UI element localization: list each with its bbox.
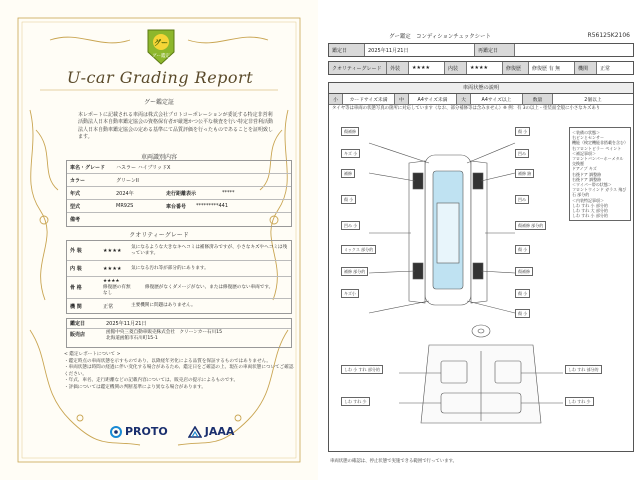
quality-row-frame — [67, 277, 291, 299]
svg-text:グー鑑定: グー鑑定 — [152, 54, 170, 59]
vehicle-model-value: MR92S — [116, 203, 134, 209]
vehicle-color-value: グリーンII — [116, 177, 139, 184]
grade-exterior-label: 外装 — [387, 62, 409, 74]
interior-callout: しわ 小 すれ 部分的 — [341, 365, 383, 374]
vehicle-chassis-label: 車台番号 — [166, 203, 187, 210]
interior-callout: しわ すれ 少 — [341, 397, 370, 406]
damage-callout: 傷 小 — [515, 127, 530, 136]
condition-check-sheet — [320, 0, 640, 480]
vehicle-section-title: 車両識別内容 — [140, 154, 177, 161]
vehicle-year-value: 2024年 — [116, 190, 134, 197]
proto-mark-icon — [110, 426, 122, 438]
shop-name: 函館中央三菱自動車販売株式会社 クリーンカー石川15 — [106, 330, 223, 335]
interior-callout: しわ すれ 少 — [565, 397, 594, 406]
damage-callout: キズ 小 — [341, 149, 360, 158]
quality-stars: ★★★★ — [103, 265, 122, 272]
interior-callout: しわ すれ 部分的 — [565, 365, 602, 374]
damage-callout: キズ小 — [341, 289, 359, 298]
quality-row-engine — [67, 299, 291, 313]
quality-label: 外 装 — [70, 248, 82, 254]
repair-history-value: なし — [103, 290, 113, 296]
damage-callout: 補修 跡 — [515, 169, 534, 178]
shop-address: 北海道函館市石川町15-1 — [106, 336, 158, 341]
grade-engine-value: 正常 — [600, 65, 611, 72]
vehicle-year-label: 年式 — [70, 190, 81, 197]
vehicle-model-label: 型式 — [70, 203, 81, 210]
appraisal-date-row — [67, 319, 291, 329]
quality-section-title: クオリティーグレード — [129, 232, 189, 239]
sheet-recheck-value — [515, 44, 633, 56]
vehicle-name-row — [67, 161, 291, 174]
note-item: ・鑑定時点の車両状態を示すものであり、以降経年劣化による品質を保証するものではありません。 — [64, 358, 271, 364]
grade-interior-stars: ★★★★ — [467, 62, 503, 74]
certificate-title: U-car Grading Report — [66, 68, 254, 87]
quality-label: 内 装 — [70, 266, 82, 272]
size-legend: 小 カードサイズ未満 中 A4サイズ未満 大 A4サイズ以上 数量 2個以上 — [329, 94, 633, 105]
sheet-date-value: 2025年11月21日 — [365, 44, 475, 56]
certificate-intro: 本レポートに記載される車両は株式会社プロトコーポレーションが委託する特定非営利活動法人日本自動車鑑定協会の資格保有者が厳選かつ公平な検査を行い特定非営利活動法人日本自動車鑑定協会の定める基準にて品質評価を行ったものであることを証明致します。 — [78, 112, 274, 141]
appraisal-date-label: 鑑定日 — [70, 321, 86, 327]
sheet-date-label: 鑑定日 — [329, 44, 365, 56]
note-item: ・評価については鑑定機関の判断基準により異なる場合があります。 — [64, 384, 206, 390]
quality-label: 骨 格 — [70, 285, 82, 291]
damage-callout: 凹み — [515, 149, 529, 158]
diagram-title: 車両状態の説明 — [329, 83, 633, 94]
damage-callout: 傷 小 — [515, 289, 530, 298]
appraisal-date-table — [328, 43, 634, 57]
grade-repair-label: 修復歴 — [503, 62, 529, 74]
svg-text:グー: グー — [154, 39, 168, 47]
damage-callout: 傷 小 — [515, 245, 530, 254]
damage-callout: 補修 部分的 — [341, 267, 368, 276]
quality-stars: 正常 — [103, 303, 114, 310]
proto-logo: PROTO — [110, 425, 168, 438]
damage-callout: 凹み — [515, 195, 529, 204]
vehicle-mileage-value: ***** — [222, 190, 235, 196]
vehicle-remarks-row — [67, 213, 291, 226]
quality-desc: 主要機関に問題はありません。 — [131, 303, 196, 308]
logo-row — [110, 425, 234, 438]
damage-callout: 傷補修 部分的 — [515, 221, 546, 230]
diagram-note: タイヤ等は車両の状態写真の箇所に対応しています（なお、部分補修等は含みません）※ 例：有 3の以上・塗装面全般に小さなキズあり — [332, 106, 601, 111]
sheet-recheck-label: 再鑑定日 — [475, 44, 515, 56]
damage-callout: 補修 — [341, 169, 355, 178]
vehicle-name-value: ハスラー ハイブリッドX — [116, 164, 171, 171]
goo-appraisal-badge-icon — [146, 28, 176, 66]
grade-row-label: クオリティーグレード — [329, 62, 387, 74]
quality-row-exterior — [67, 241, 291, 261]
quality-stars: ★★★★ — [103, 247, 122, 254]
shop-label: 販売店 — [70, 332, 86, 338]
grading-certificate — [0, 0, 318, 480]
appraisal-info-table — [66, 318, 292, 348]
equipment-notes-panel: ＜装備の状態＞ 右ピンとセンサー 機能（検定機能非搭載を含む） 右フロントピラー ペイント ＜補記事項＞ フロントバンパーホーメタル 交換歴 ドアノブ キズ 右後ドア 調整跡 右後ドア 調整跡 ＜ワイパー帯の状態＞ フロントウインド ガラス 飛び石 部分的 ＜内装特記事項＞ しわ すれ 小 部分的 しわ すれ 大 部分的 しわ すれ 小 部分的 — [569, 127, 631, 221]
vehicle-color-row — [67, 174, 291, 187]
sheet-title: グー鑑定 コンディションチェックシート — [389, 34, 491, 40]
grade-repair-value: 修復歴 有 無 — [529, 62, 575, 74]
damage-callout: 凹み 小 — [341, 221, 360, 230]
quality-label: 機 関 — [70, 303, 82, 310]
quality-desc: 修復歴がなくダメージがない、または修復歴のない車両です。 — [145, 284, 274, 290]
repair-history-label: 修復歴の有無 — [103, 284, 131, 290]
vehicle-condition-diagram — [328, 82, 634, 452]
vehicle-color-label: カラー — [70, 177, 86, 184]
vehicle-remarks-label: 備考 — [70, 217, 81, 223]
shop-row — [67, 329, 291, 347]
certificate-notes — [64, 352, 296, 392]
grade-engine-label: 機関 — [575, 62, 597, 74]
vehicle-chassis-value: *********441 — [196, 203, 229, 209]
quality-desc: 気になる汚れ等が部分的にあります。 — [131, 265, 209, 271]
jaaa-logo: JAAA — [188, 425, 235, 438]
vehicle-info-table — [66, 160, 292, 227]
damage-callout: 傷補修 — [515, 267, 533, 276]
grade-exterior-stars: ★★★★ — [409, 62, 445, 74]
damage-callout: ミックス 部分的 — [341, 245, 376, 254]
quality-grade-row-table — [328, 61, 634, 75]
quality-desc: 気になるような大きなキヘコミは補修済みですが、小さなキズやヘコミは残っています。 — [131, 244, 288, 256]
note-item: ・年式、車名、走行距離などの記載内容については、販売店の提示によるものです。 — [64, 378, 239, 384]
vehicle-mileage-label: 走行距離表示 — [166, 190, 197, 197]
damage-callout: 傷 小 — [515, 309, 530, 318]
certificate-subtitle: グー鑑定証 — [143, 99, 174, 106]
damage-callout: 傷 小 — [341, 195, 356, 204]
vehicle-name-label: 車名・グレード — [70, 164, 106, 171]
vehicle-year-row — [67, 187, 291, 200]
quality-grade-table — [66, 240, 292, 314]
damage-callout: 傷補修 — [341, 127, 359, 136]
quality-stars: ★★★★ — [103, 278, 120, 284]
vehicle-model-row — [67, 200, 291, 213]
sheet-footnote: 車両状態の確認は、停止状態で実施できる範囲で行っています。 — [330, 459, 457, 464]
appraisal-date-value: 2025年11月21日 — [106, 321, 147, 327]
jaaa-mark-icon — [188, 426, 202, 438]
quality-row-interior — [67, 261, 291, 277]
note-heading: < 鑑定レポートについて > — [64, 352, 121, 357]
sheet-document-id: R56125K2106 — [587, 32, 630, 39]
grade-interior-label: 内装 — [445, 62, 467, 74]
note-item: ・車両状態は時間の経過に伴い変化する場合があるため、鑑定日をご確認の上、現在の車両状態についてご確認ください。 — [64, 365, 294, 377]
